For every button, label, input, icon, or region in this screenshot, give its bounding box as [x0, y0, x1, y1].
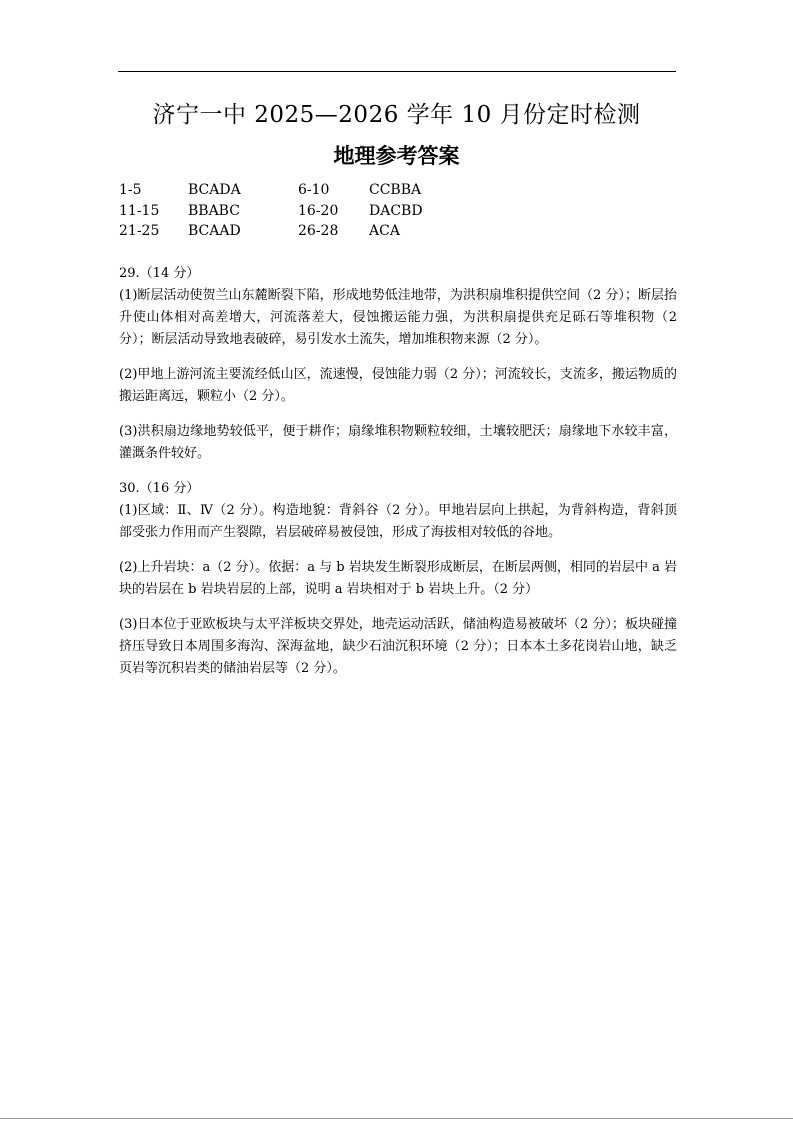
page-subtitle: 地理参考答案 — [333, 144, 460, 168]
answer-paragraph: (3)日本位于亚欧板块与太平洋板块交界处，地壳运动活跃，储油构造易被破坏（2 分）；板块碰撞挤压导致日本周围多海沟、深海盆地，缺少石油沉积环境（2 分）；日本本土多花岗岩山地，缺乏页岩等沉积岩类的储油岩层等（2 分）。 — [119, 617, 677, 676]
answer-paragraph: (2)甲地上游河流主要流经低山区，流速慢，侵蚀能力弱（2 分）；河流较长，支流多，搬运物质的搬运距离远，颗粒小（2 分）。 — [119, 367, 677, 404]
answer-range: 6-10 — [298, 182, 330, 198]
answer-range: 16-20 — [298, 202, 339, 219]
answer-paragraph: (1)断层活动使贺兰山东麓断裂下陷，形成地势低洼地带，为洪积扇堆积提供空间（2 分）；断层抬升使山体相对高差增大，河流落差大，侵蚀搬运能力强，为洪积扇提供充足砾石等堆积物（2 分）；断层活动导致地表破碎，易引发水土流失，增加堆积物来源（2 分）。 — [119, 288, 677, 347]
answer-range: 26-28 — [298, 223, 339, 239]
question-30 — [119, 478, 677, 680]
answer-paragraph: (1)区域：Ⅱ、Ⅳ（2 分）。构造地貌：背斜谷（2 分）。甲地岩层向上拱起，为背斜构造，背斜顶部受张力作用而产生裂隙，岩层破碎易被侵蚀，形成了海拔相对较低的谷地。 — [119, 503, 677, 540]
page-bottom-edge — [0, 1118, 793, 1119]
header-rule — [118, 71, 676, 72]
answer-paragraph: (3)洪积扇边缘地势较低平，便于耕作；扇缘堆积物颗粒较细，土壤较肥沃；扇缘地下水较丰富，灌溉条件较好。 — [119, 424, 677, 461]
answer-range: 21-25 — [119, 223, 160, 239]
free-response-answers — [119, 263, 677, 680]
answer-keys: DACBD — [369, 202, 423, 219]
question-29 — [119, 263, 677, 465]
page-title: 济宁一中 2025—2026 学年 10 月份定时检测 — [152, 102, 641, 128]
answer-keys: BBABC — [188, 202, 240, 219]
question-heading: 29.（14 分） — [119, 266, 200, 281]
answer-range: 11-15 — [119, 202, 160, 219]
answer-range: 1-5 — [119, 182, 142, 198]
answer-keys: BCAAD — [188, 223, 241, 239]
answer-keys: ACA — [369, 223, 400, 239]
answer-paragraph: (2)上升岩块：a（2 分）。依据：a 与 b 岩块发生断裂形成断层，在断层两侧，相同的岩层中 a 岩块的岩层在 b 岩块岩层的上部，说明 a 岩块相对于 b 岩块上升。（2 分） — [119, 560, 677, 597]
answer-keys: CCBBA — [369, 182, 422, 198]
answer-keys: BCADA — [188, 182, 241, 198]
question-heading: 30.（16 分） — [119, 481, 200, 496]
